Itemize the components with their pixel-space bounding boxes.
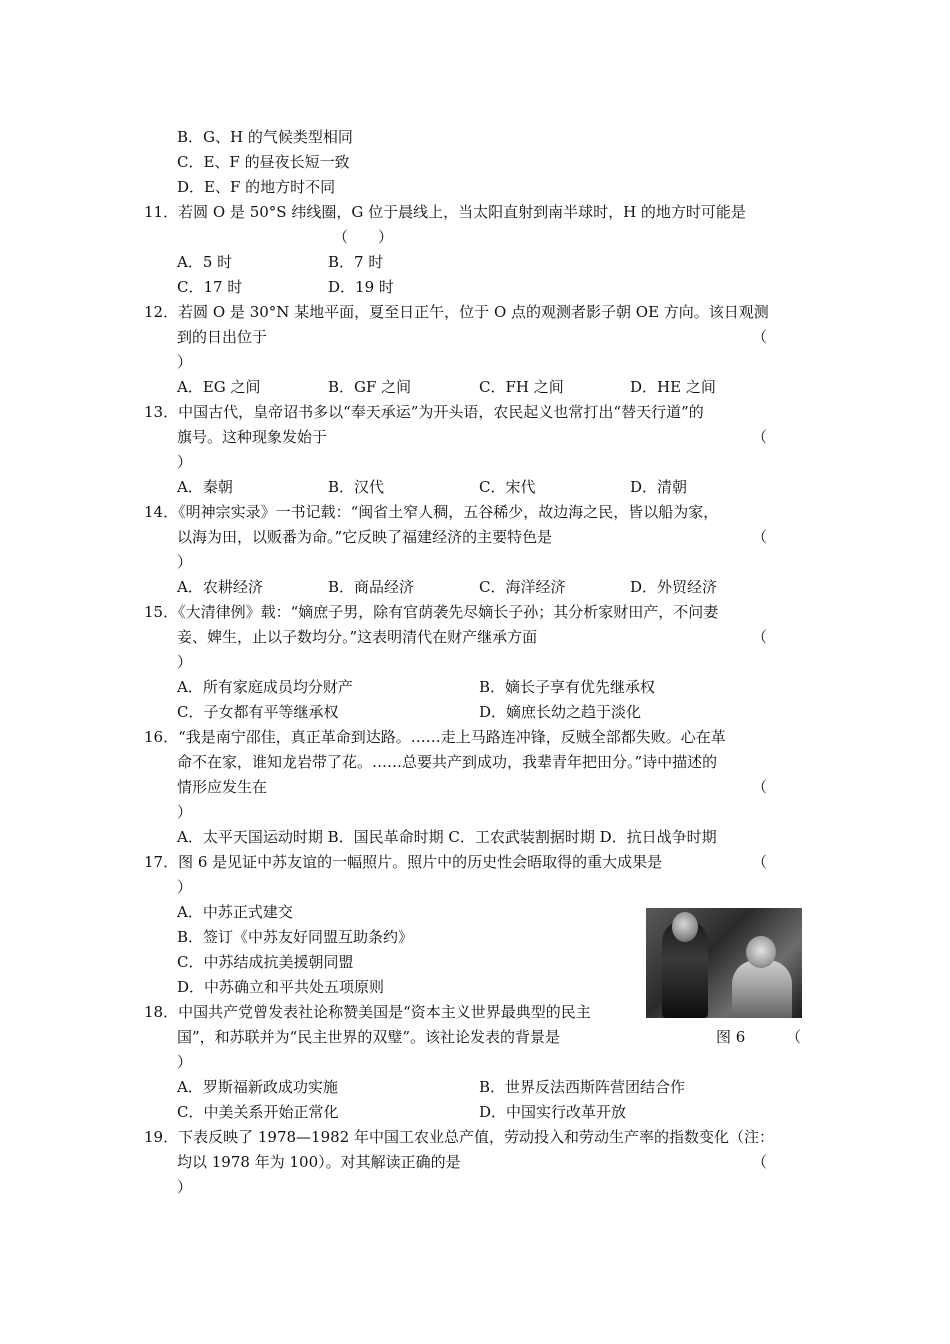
text-line: 19．下表反映了 1978—1982 年中国工农业总产值，劳动投入和劳动生产率的指数变化（注： bbox=[144, 1128, 774, 1146]
text-line: A．所有家庭成员均分财产 bbox=[177, 678, 353, 696]
text-line: ） bbox=[177, 453, 193, 471]
text-line: ） bbox=[177, 653, 193, 671]
text-line: A．罗斯福新政成功实施 bbox=[177, 1078, 338, 1096]
text-line: 以海为田，以贩番为命。”它反映了福建经济的主要特色是 bbox=[177, 528, 553, 546]
text-line: （ bbox=[752, 328, 768, 346]
text-line: 命不在家，谁知龙岩带了花。……总要共产到成功，我辈青年把田分。”诗中描述的 bbox=[177, 753, 718, 771]
text-line: C．中苏结成抗美援朝同盟 bbox=[177, 953, 354, 971]
text-line: 17．图 6 是见证中苏友谊的一幅照片。照片中的历史性会晤取得的重大成果是 bbox=[144, 853, 663, 871]
text-line: （ bbox=[752, 853, 768, 871]
text-line: 16．“我是南宁邵佳，真正革命到达路。……走上马路连冲锋，反贼全部都失败。心在革 bbox=[144, 728, 726, 746]
text-line: C．17 时 bbox=[177, 278, 243, 296]
text-line: 国”，和苏联并为“民主世界的双璧”。该社论发表的背景是 bbox=[177, 1028, 561, 1046]
text-line: 旗号。这种现象发始于 bbox=[177, 428, 328, 446]
text-line: 13．中国古代，皇帝诏书多以“奉天承运”为开头语，农民起义也常打出“替天行道”的 bbox=[144, 403, 704, 421]
text-line: C．子女都有平等继承权 bbox=[177, 703, 339, 721]
person-right-figure bbox=[732, 960, 792, 1018]
text-line: ） bbox=[177, 803, 193, 821]
text-line: C．海洋经济 bbox=[479, 578, 566, 596]
text-line: A．EG 之间 bbox=[177, 378, 261, 396]
person-right-head bbox=[746, 936, 776, 968]
text-line: （ bbox=[752, 1153, 768, 1171]
text-line: ） bbox=[177, 1178, 193, 1196]
figure-6-photo bbox=[646, 908, 802, 1018]
text-line: 11．若圆 O 是 50°S 纬线圈，G 位于晨线上，当太阳直射到南半球时，H 的地方时可能是 bbox=[144, 203, 746, 221]
text-line: D．外贸经济 bbox=[630, 578, 718, 596]
text-line: 到的日出位于 bbox=[177, 328, 268, 346]
text-line: 14．《明神宗实录》一书记载：“闽省土窄人稠，五谷稀少，故边海之民，皆以船为家， bbox=[144, 503, 719, 521]
text-line: （ ） bbox=[333, 228, 394, 246]
text-line: 均以 1978 年为 100）。对其解读正确的是 bbox=[177, 1153, 461, 1171]
text-line: B．世界反法西斯阵营团结合作 bbox=[479, 1078, 686, 1096]
text-line: A．农耕经济 bbox=[177, 578, 263, 596]
text-line: 妾、婢生，止以子数均分。”这表明清代在财产继承方面 bbox=[177, 628, 538, 646]
text-line: B．7 时 bbox=[328, 253, 384, 271]
text-line: D．清朝 bbox=[630, 478, 688, 496]
text-line: A．秦朝 bbox=[177, 478, 233, 496]
text-line: （ bbox=[752, 778, 768, 796]
text-line: ） bbox=[177, 1053, 193, 1071]
text-line: B．商品经济 bbox=[328, 578, 415, 596]
text-line: B．签订《中苏友好同盟互助条约》 bbox=[177, 928, 414, 946]
text-line: ） bbox=[177, 878, 193, 896]
text-line: D．中国实行改革开放 bbox=[479, 1103, 627, 1121]
text-line: ） bbox=[177, 353, 193, 371]
text-line: （ bbox=[752, 428, 768, 446]
text-line: D．中苏确立和平共处五项原则 bbox=[177, 978, 385, 996]
text-line: （ bbox=[752, 628, 768, 646]
text-line: B．G、H 的气候类型相同 bbox=[177, 128, 353, 146]
text-line: D．19 时 bbox=[328, 278, 394, 296]
text-line: C．中美关系开始正常化 bbox=[177, 1103, 339, 1121]
text-line: D．HE 之间 bbox=[630, 378, 716, 396]
text-line: ） bbox=[177, 553, 193, 571]
text-line: C．FH 之间 bbox=[479, 378, 564, 396]
text-line: 15．《大清律例》载：“嫡庶子男，除有官荫袭先尽嫡长子孙；其分析家财田产，不问妻 bbox=[144, 603, 719, 621]
text-line: D．E、F 的地方时不同 bbox=[177, 178, 336, 196]
text-line: A．5 时 bbox=[177, 253, 233, 271]
text-line: A．中苏正式建交 bbox=[177, 903, 293, 921]
text-line: D．嫡庶长幼之趋于淡化 bbox=[479, 703, 642, 721]
person-left-head bbox=[672, 912, 698, 942]
text-line: B．汉代 bbox=[328, 478, 385, 496]
text-line: 情形应发生在 bbox=[177, 778, 268, 796]
text-line: A．太平天国运动时期 B．国民革命时期 C．工农武装割据时期 D．抗日战争时期 bbox=[177, 828, 717, 846]
text-line: 图 6 bbox=[716, 1028, 746, 1046]
text-line: （ bbox=[752, 528, 768, 546]
text-line: C．E、F 的昼夜长短一致 bbox=[177, 153, 350, 171]
text-line: 12．若圆 O 是 30°N 某地平面，夏至日正午，位于 O 点的观测者影子朝 OE 方向。该日观测 bbox=[144, 303, 769, 321]
text-line: （ bbox=[786, 1028, 802, 1046]
text-line: C．宋代 bbox=[479, 478, 536, 496]
text-line: B．GF 之间 bbox=[328, 378, 412, 396]
text-line: B．嫡长子享有优先继承权 bbox=[479, 678, 656, 696]
text-line: 18．中国共产党曾发表社论称赞美国是“资本主义世界最典型的民主 bbox=[144, 1003, 591, 1021]
